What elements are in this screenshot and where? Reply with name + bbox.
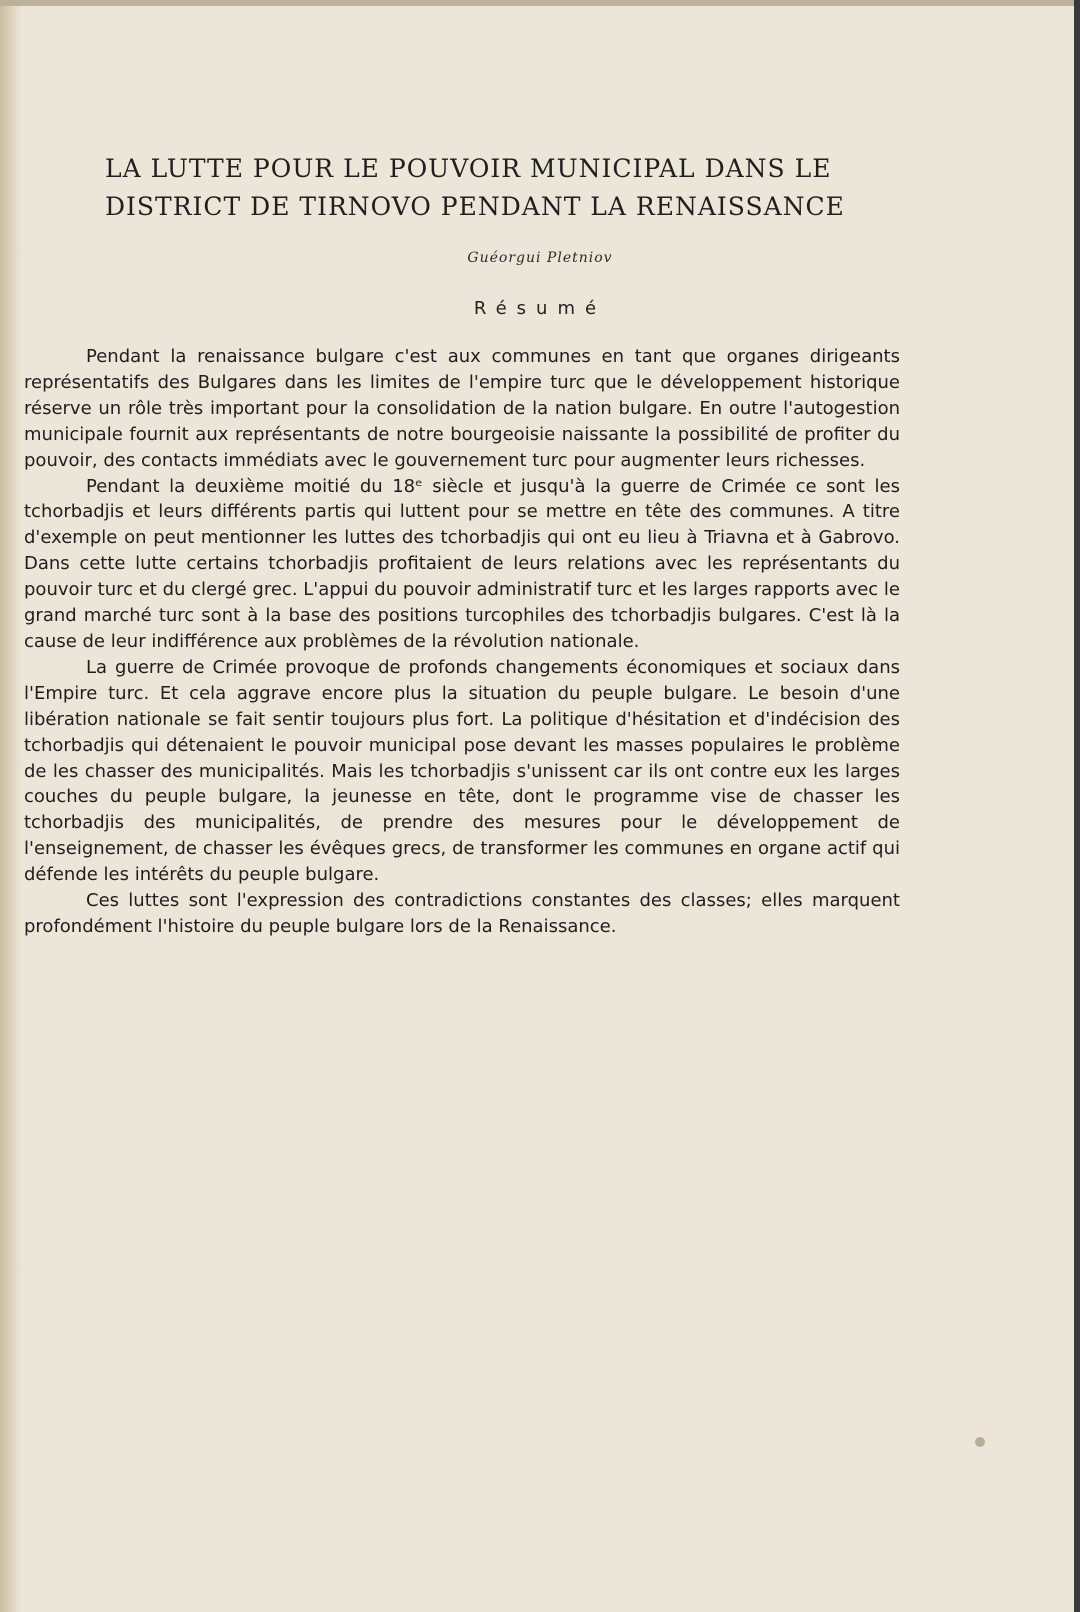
margin-smudge-mark [975,1437,985,1447]
body-paragraph-1: Pendant la renaissance bulgare c'est aux communes en tant que organes dirigeants représentatifs des Bulgares dans les limites de l'empire turc que le développement historique réserve un rôle très important pour la consolidation de la nation bulgare. En outre l'autogestion municipale fournit aux représentants de notre bourgeoisie naissante la possibilité de profiter du pouvoir, des contacts immédiats avec le gouvernement turc pour augmenter leurs richesses. [24,346,900,471]
article-author: Guéorgui Pletniov [467,250,613,266]
page-right-edge [1074,0,1080,1612]
page-binding-edge [0,0,22,1612]
resume-heading: Résumé [473,298,607,319]
article-title-line-2: DISTRICT DE TIRNOVO PENDANT LA RENAISSANCE [105,192,845,221]
body-paragraph-4: Ces luttes sont l'expression des contradictions constantes des classes; elles marquent profondément l'histoire du peuple bulgare lors de la Renaissance. [24,890,900,937]
body-paragraph-2: Pendant la deuxième moitié du 18ᵉ siècle et jusqu'à la guerre de Crimée ce sont les tchorbadjis et leurs différents partis qui luttent pour se mettre en tête des communes. A titre d'exemple on peut mentionner les luttes des tchorbadjis qui ont eu lieu à Triavna et à Gabrovo. Dans cette lutte certains tchorbadjis profitaient de leurs relations avec les représentants du pouvoir turc et du clergé grec. L'appui du pouvoir administratif turc et les larges rapports avec le grand marché turc sont à la base des positions turcophiles des tchorbadjis bulgares. C'est là la cause de leur indifférence aux problèmes de la révolution nationale. [24,475,900,652]
article-title [90,150,950,226]
article-title-line-1: LA LUTTE POUR LE POUVOIR MUNICIPAL DANS LE [105,154,832,183]
page-top-edge [0,0,1080,6]
article-body [24,344,900,940]
body-paragraph-3: La guerre de Crimée provoque de profonds changements économiques et sociaux dans l'Empire turc. Et cela aggrave encore plus la situation du peuple bulgare. Le besoin d'une libération nationale se fait sentir toujours plus fort. La politique d'hésitation et d'indécision des tchorbadjis qui détenaient le pouvoir municipal pose devant les masses populaires le problème de les chasser des municipalités. Mais les tchorbadjis s'unissent car ils ont contre eux les larges couches du peuple bulgare, la jeunesse en tête, dont le programme vise de chasser les tchorbadjis des municipalités, de prendre des mesures pour le développement de l'enseignement, de chasser les évêques grecs, de transformer les communes en organe actif qui défende les intérêts du peuple bulgare. [24,656,900,886]
